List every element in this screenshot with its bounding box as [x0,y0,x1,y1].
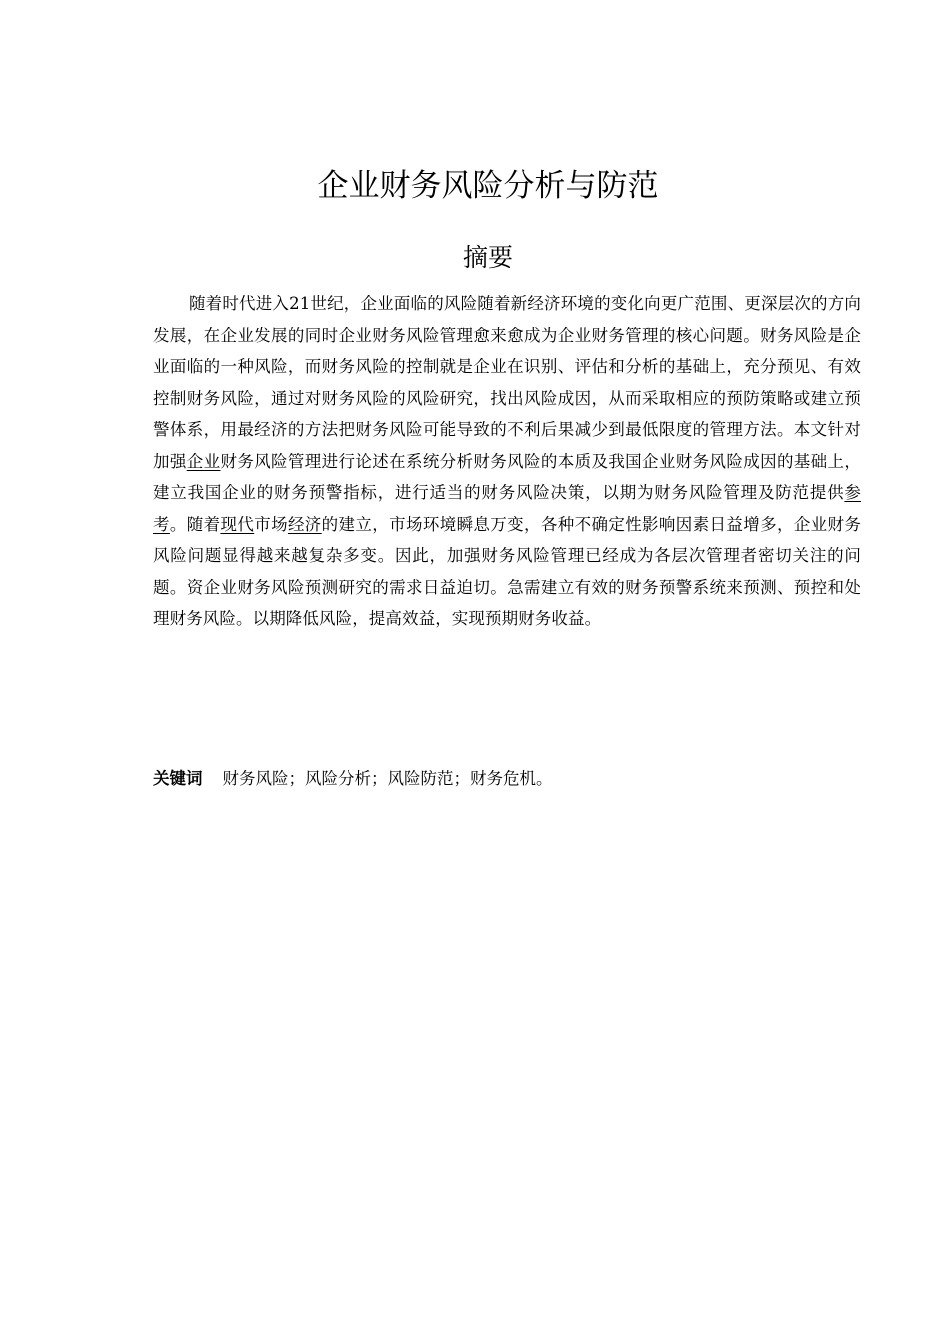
abstract-heading: 摘要 [462,243,513,272]
abstract-text: 随着时代进入21世纪，企业面临的风险随着新经济环境的变化向更广范围、更深层次的方向发展，在企业发展的同时企业财务风险管理愈来愈成为企业财务管理的核心问题。财务风险是企业面临的一种风险，而财务风险的控制就是企业在识别、评估和分析的基础上，充分预见、有效控制财务风险，通过对财务风险的风险研究，找出风险成因，从而采取相应的预防策略或建立预警体系，用最经济的方法把财务风险可能导致的不利后果减少到最低限度的管理方法。本文针对加强 [153,294,861,471]
keywords-text: 财务风险；风险分析；风险防范；财务危机。 [222,769,553,788]
keywords-label: 关键词 [153,769,203,788]
abstract-text: 。随着 [169,514,221,534]
keywords-line [153,765,553,793]
link-enterprise[interactable]: 企业 [186,451,221,471]
link-modern[interactable]: 现代 [220,514,255,534]
document-title: 企业财务风险分析与防范 [317,168,659,204]
abstract-text: 的建立，市场环境瞬息万变，各种不确定性影响因素日益增多，企业财务风险问题显得越来越复杂多变。因此，加强财务风险管理已经成为各层次管理者密切关注的问题。资企业财务风险预测研究的需求日益迫切。急需建立有效的财务预警系统来预测、预控和处理财务风险。以期降低风险，提高效益，实现预期财务收益。 [153,514,862,628]
link-economy[interactable]: 经济 [287,514,322,534]
abstract-text: 财务风险管理进行论述在系统分析财务风险的本质及我国企业财务风险成因的基础上，建立我国企业的财务预警指标，进行适当的财务风险决策，以期为财务风险管理及防范提供 [153,451,861,502]
abstract-body [153,288,861,635]
abstract-text: 市场 [254,514,288,534]
link-reference[interactable]: 参考 [153,483,861,534]
